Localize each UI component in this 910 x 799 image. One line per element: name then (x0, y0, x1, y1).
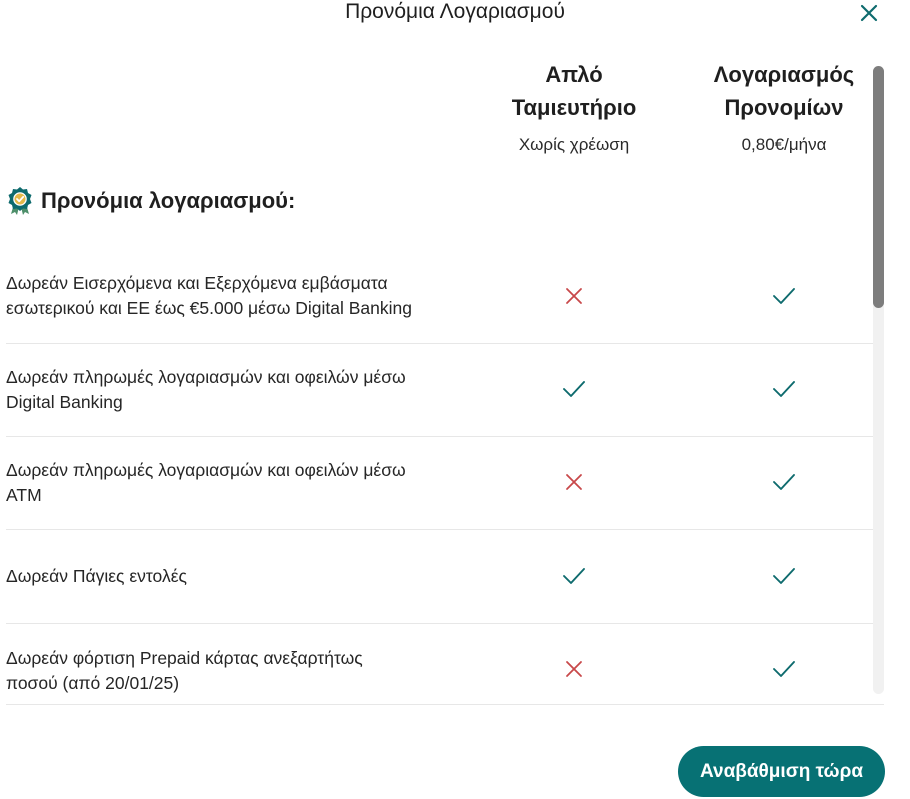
table-row (6, 436, 884, 530)
check-icon (560, 562, 588, 590)
plan-header-premium (684, 58, 884, 156)
check-icon (770, 562, 798, 590)
scrollbar[interactable] (873, 66, 884, 694)
plan-price: 0,80€/μήνα (741, 135, 827, 154)
table-row (6, 343, 884, 437)
dialog-title: Προνόμια Λογαριασμού (345, 0, 565, 23)
benefit-text: Δωρεάν Πάγιες εντολές (6, 566, 187, 586)
plan-header-basic (474, 58, 674, 156)
table-row (6, 529, 884, 624)
plan-name-line2: Ταμιευτήριο (511, 95, 637, 120)
check-icon (770, 282, 798, 310)
check-icon (770, 655, 798, 683)
plan-name-line1: Απλό (545, 62, 603, 87)
table-row (6, 623, 884, 705)
check-icon (770, 375, 798, 403)
close-icon (860, 4, 878, 22)
plan-name-line2: Προνομίων (724, 95, 844, 120)
check-icon (560, 375, 588, 403)
benefit-text: Δωρεάν φόρτιση Prepaid κάρτας ανεξαρτήτως ποσού (από 20/01/25) (6, 648, 363, 693)
benefit-text: Δωρεάν πληρωμές λογαριασμών και οφειλών μέσω Digital Banking (6, 367, 406, 412)
plan-price: Χωρίς χρέωση (518, 135, 630, 154)
cross-icon (560, 655, 588, 683)
scrollbar-thumb[interactable] (873, 66, 884, 308)
benefit-text: Δωρεάν Εισερχόμενα και Εξερχόμενα εμβάσματα εσωτερικού και ΕΕ έως €5.000 μέσω Digital Banking (6, 273, 412, 318)
cross-icon (560, 468, 588, 496)
award-badge-icon (6, 186, 34, 216)
benefit-text: Δωρεάν πληρωμές λογαριασμών και οφειλών μέσω ATM (6, 460, 406, 505)
upgrade-now-button[interactable]: Αναβάθμιση τώρα (678, 746, 885, 797)
section-heading (6, 186, 295, 216)
close-button[interactable] (852, 0, 886, 27)
table-row (6, 250, 884, 344)
plan-name-line1: Λογαριασμός (713, 62, 855, 87)
section-label: Προνόμια λογαριασμού: (41, 188, 296, 213)
check-icon (770, 468, 798, 496)
cross-icon (560, 282, 588, 310)
